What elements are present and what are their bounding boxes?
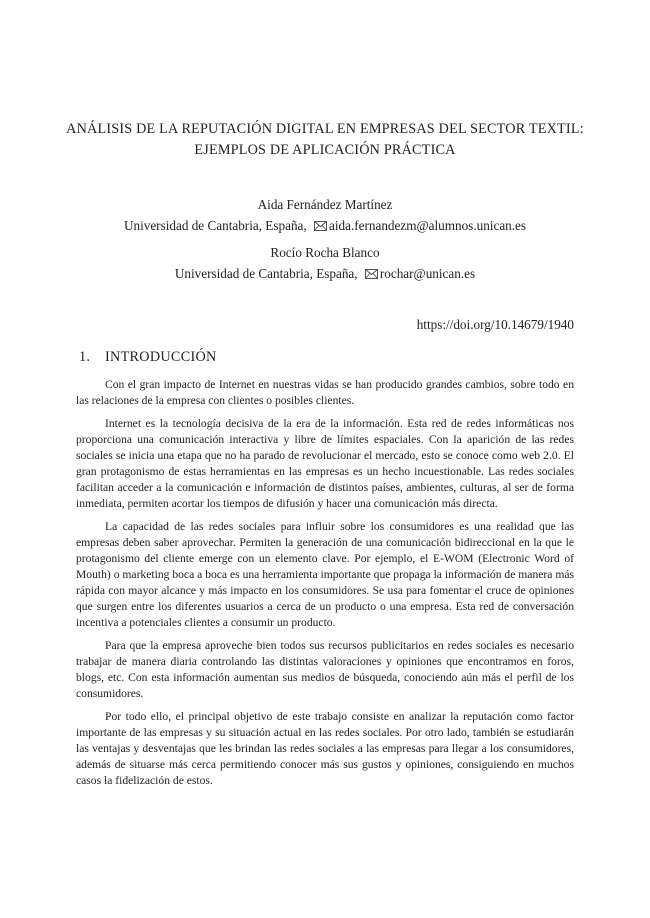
author-affiliation: Universidad de Cantabria, España, xyxy=(123,217,307,233)
paragraph: Por todo ello, el principal objetivo de este trabajo consiste en analizar la reputación como factor importante de las empresas y su situación actual en las redes sociales. Por otro lado, también se estudiarán las ventajas y desventajas que les brindan las redes sociales a las empresas para llegar a los consumidores, además de situarse más cerca permitiendo conocer más sus gustos y opiniones, consiguiendo en muchos casos la fidelización de estos. xyxy=(76,709,574,788)
paper-title: ANÁLISIS DE LA REPUTACIÓN DIGITAL EN EMPRESAS DEL SECTOR TEXTIL: EJEMPLOS DE APLICACIÓN PRÁCTICA xyxy=(66,121,584,158)
paragraph: Internet es la tecnología decisiva de la era de la información. Esta red de redes informáticas nos proporciona una comunicación interactiva y libre de límites espaciales. Con la aparición de las redes sociales se inicia una etapa que no ha parado de revolucionar el mercado, esto se conoce como web 2.0. El gran protagonismo de estas herramientas en las empresas es un hecho incuestionable. Las redes sociales facilitan acceder a la comunicación e información de distintos países, ambientes, culturas, al ser de forma inmediata, permiten acortar los tiempos de difusión y hacer una comunicación más directa. xyxy=(76,416,574,511)
section-heading xyxy=(79,347,217,367)
author-name: Rocío Rocha Blanco xyxy=(270,245,380,260)
body-text xyxy=(76,377,574,796)
paragraph: Con el gran impacto de Internet en nuestras vidas se han producido grandes cambios, sobre todo en las relaciones de la empresa con clientes o posibles clientes. xyxy=(76,378,574,408)
author-email-link[interactable]: aida.fernandezm@alumnos.unican.es xyxy=(328,217,527,233)
section-number: 1. xyxy=(79,349,91,365)
envelope-icon xyxy=(365,265,378,286)
author-affiliation-line xyxy=(60,216,590,238)
author-block-2 xyxy=(60,243,590,285)
author-name: Aida Fernández Martínez xyxy=(257,197,393,212)
author-email-link[interactable]: rochar@unican.es xyxy=(379,265,476,281)
paragraph: Para que la empresa aproveche bien todos sus recursos publicitarios en redes sociales es necesario trabajar de manera diaria controlando las distintas valoraciones y opiniones que encontramos en foros, blogs, etc. Con esta información aumentan sus medios de búsqueda, conociendo aún más el perfil de los consumidores. xyxy=(76,638,574,701)
envelope-icon xyxy=(314,217,327,238)
author-affiliation-line xyxy=(60,264,590,286)
author-block-1 xyxy=(60,195,590,237)
doi-link[interactable]: https://doi.org/10.14679/1940 xyxy=(416,317,574,332)
paragraph: La capacidad de las redes sociales para influir sobre los consumidores es una realidad que las empresas deben saber aprovechar. Permiten la generación de una comunicación bidireccional en la que le protagonismo del cliente emerge con un elemento clave. Por ejemplo, el E-WOM (Electronic Word of Mouth) o marketing boca a boca es una herramienta importante que propaga la información de manera más rápida con mayor alcance y más impacto en los consumidores. Se usa para fomentar el cruce de opiniones que surgen entre los diferentes usuarios a cerca de un producto o una empresa. Esta red de conversación incentiva a potenciales clientes a consumir un producto. xyxy=(76,519,574,630)
section-title: INTRODUCCIÓN xyxy=(105,349,217,365)
author-affiliation: Universidad de Cantabria, España, xyxy=(174,265,358,281)
